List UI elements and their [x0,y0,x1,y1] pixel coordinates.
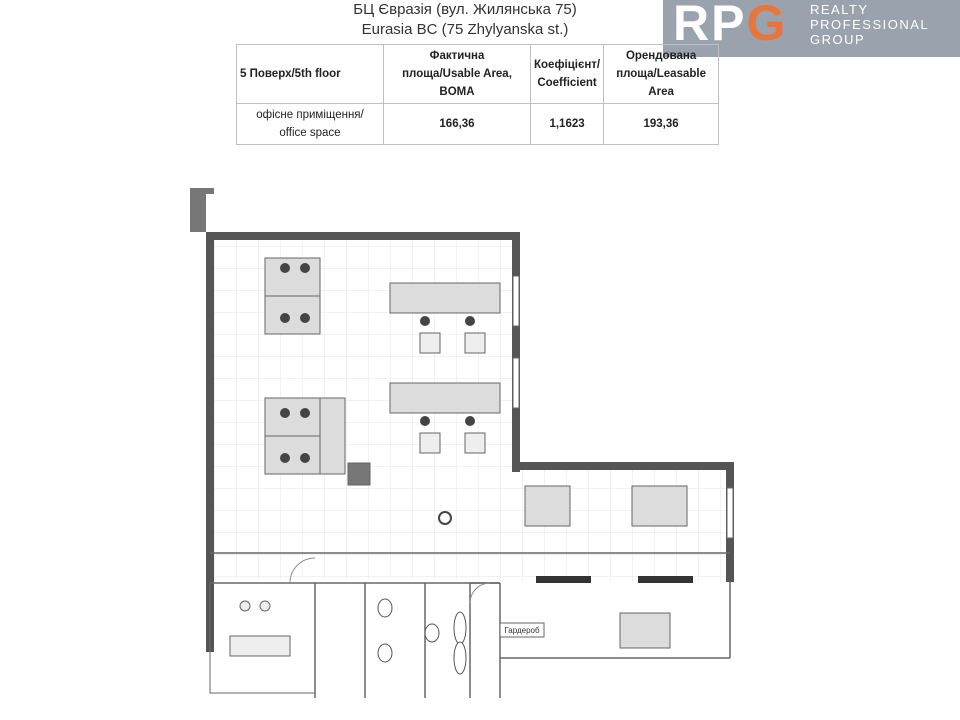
header-floor: 5 Поверх/5th floor [237,45,384,104]
east-room-desk [620,613,670,648]
cell-space-type: офісне приміщення/ office space [237,104,384,145]
cell-coefficient: 1,1623 [531,104,604,145]
logo-tagline: REALTY PROFESSIONAL GROUP [810,2,930,47]
header-leasable-area: Орендована площа/Leasable Area [604,45,719,104]
restrooms [378,599,466,674]
header-usable-area: Фактична площа/Usable Area, BOMA [384,45,531,104]
wardrobe-label: Гардероб [504,626,540,635]
document-title [300,0,630,40]
logo-mark: RPG [673,0,788,51]
title-english: Eurasia BC (75 Zhylyanska st.) [361,21,569,38]
area-table [236,44,719,145]
cell-usable-area: 166,36 [384,104,531,145]
cell-leasable-area: 193,36 [604,104,719,145]
header-coefficient: Коефіцієнт/ Coefficient [531,45,604,104]
title-ukrainian: БЦ Євразія (вул. Жилянська 75) [353,1,577,18]
table-row [237,104,719,145]
floor-plan [170,158,760,698]
table-header-row [237,45,719,104]
meeting-room [210,583,315,693]
